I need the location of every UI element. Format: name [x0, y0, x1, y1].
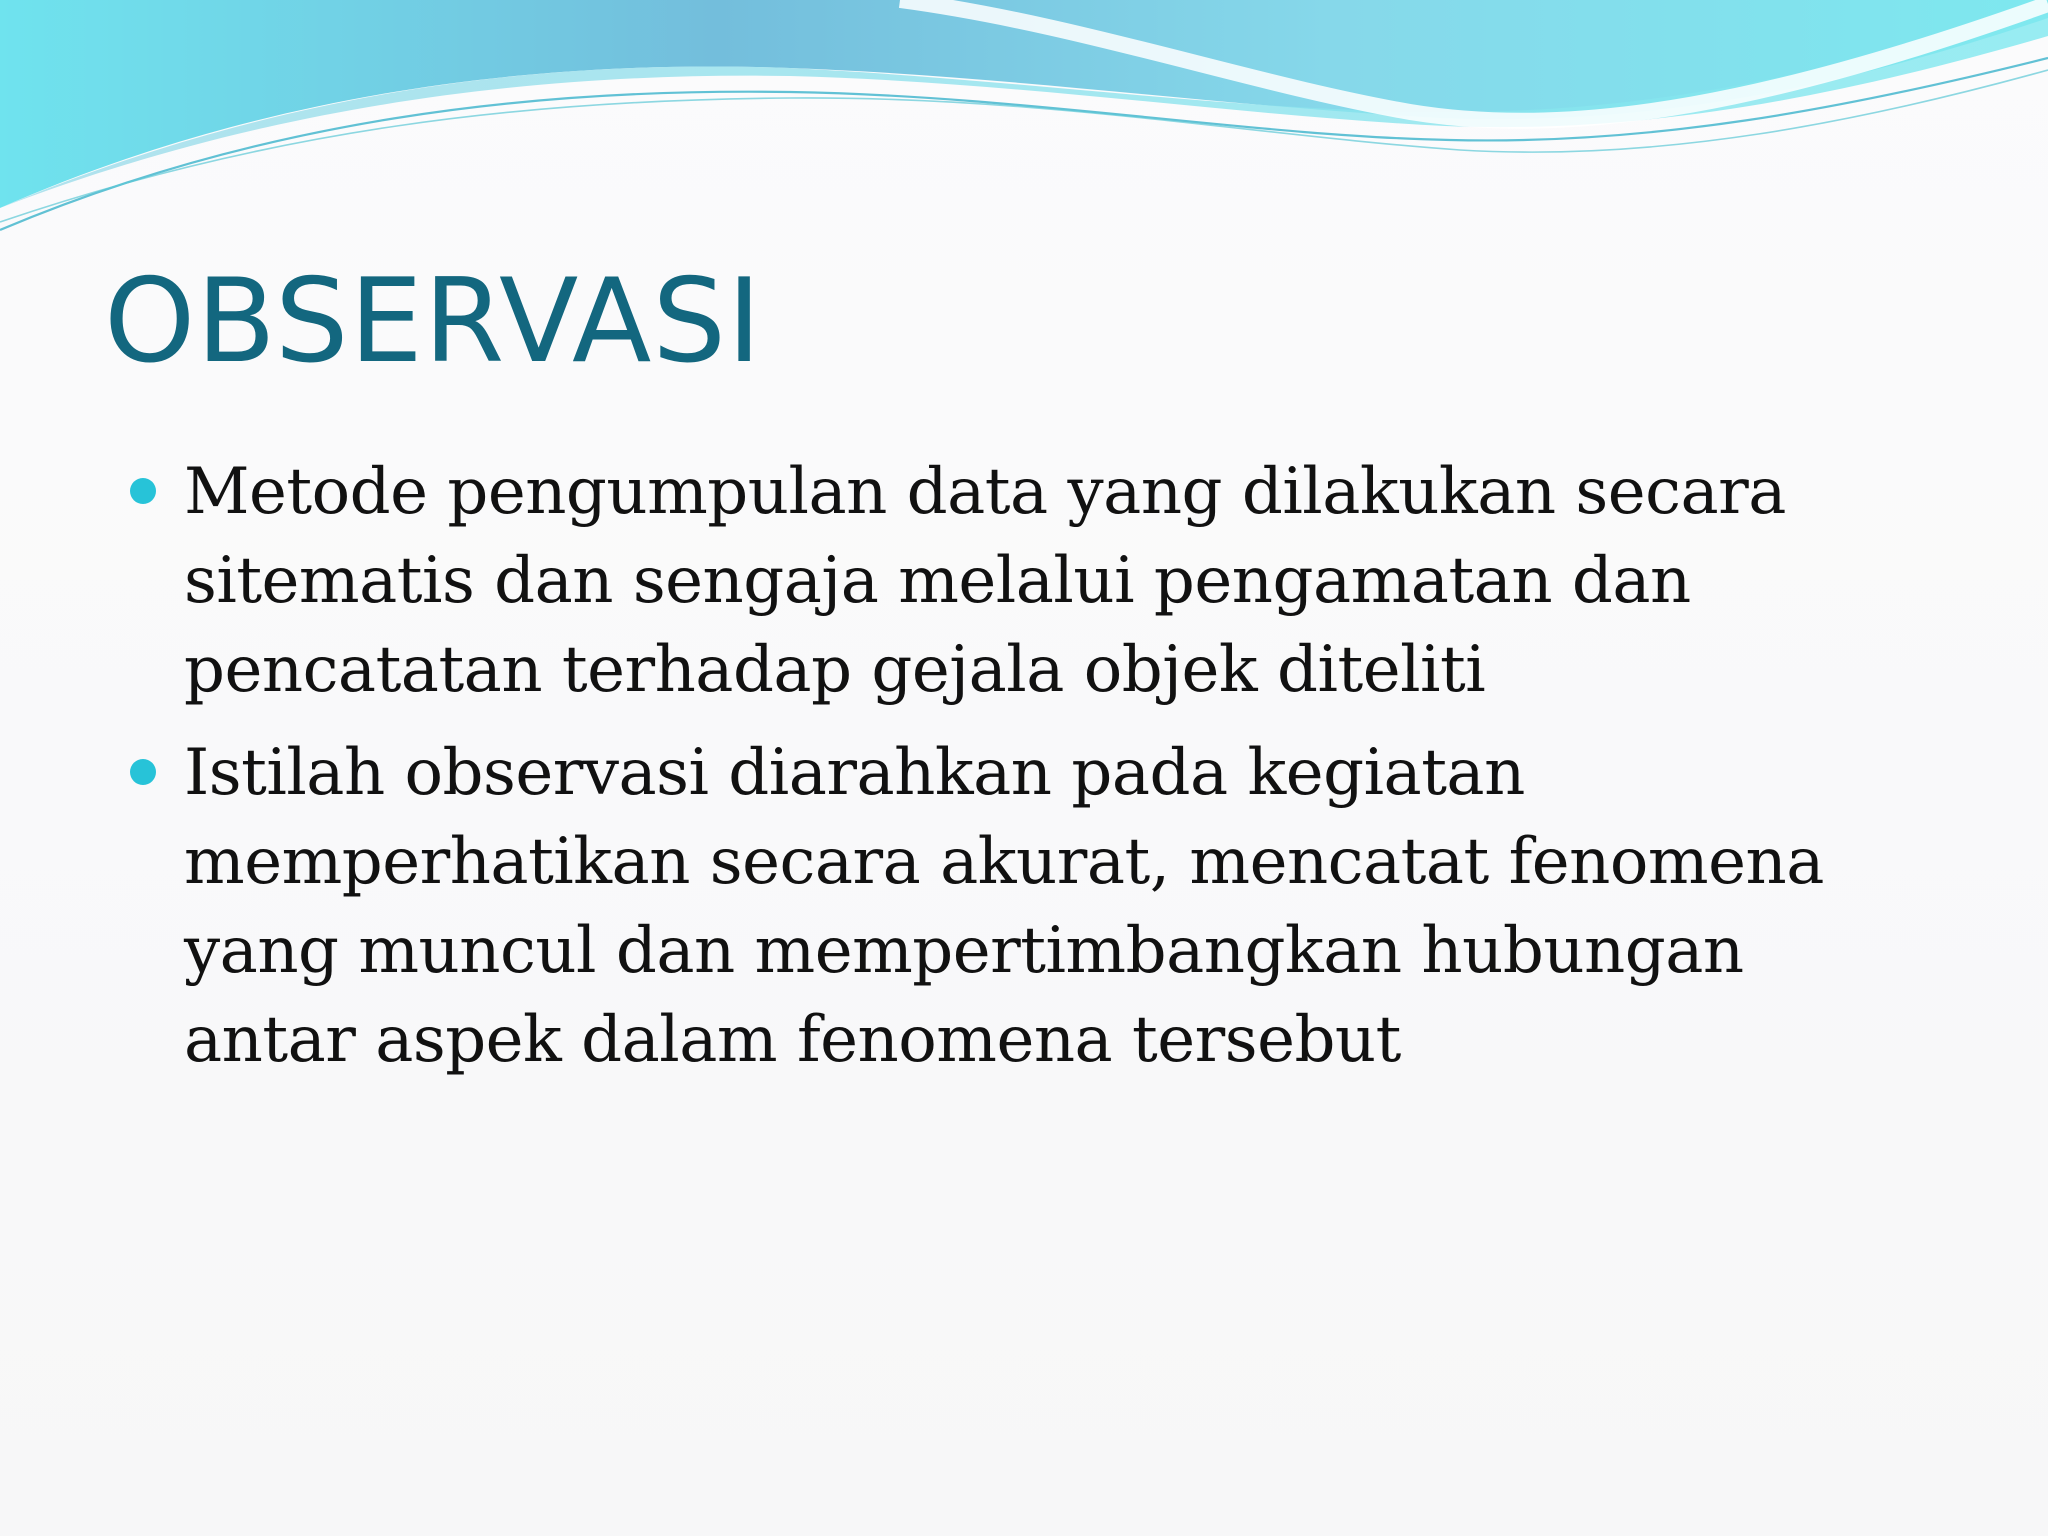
- bullet-icon: [130, 759, 156, 785]
- slide-title: OBSERVASI: [104, 254, 763, 389]
- bullet-list: [128, 448, 2008, 1099]
- bullet-icon: [130, 478, 156, 504]
- bullet-text-2: Istilah observasi diarahkan pada kegiatan memperhatikan secara akurat, mencatat fenomena yang muncul dan mempertimbangkan hubungan antar aspek dalam fenomena tersebut: [184, 736, 1824, 1077]
- bullet-item-2: [128, 729, 2008, 1085]
- bullet-item-1: [128, 448, 2008, 715]
- bullet-text-1: Metode pengumpulan data yang dilakukan secara sitematis dan sengaja melalui pengamatan dan pencatatan terhadap gejala objek diteliti: [184, 455, 1786, 707]
- header-wave-decoration: [0, 0, 2048, 240]
